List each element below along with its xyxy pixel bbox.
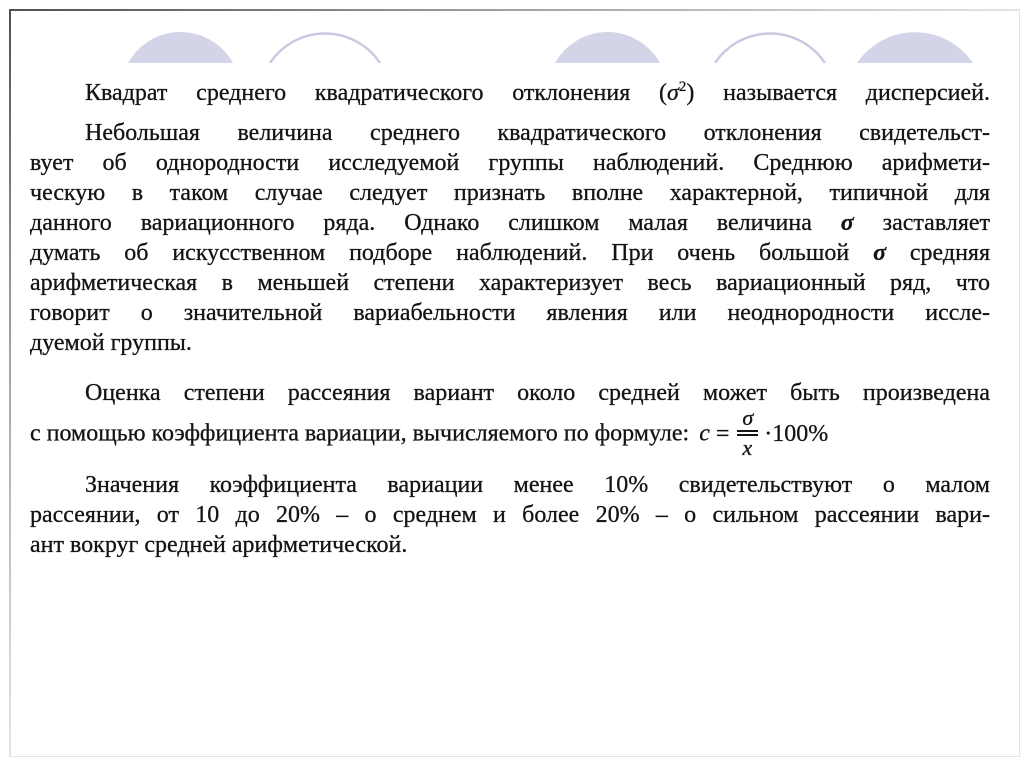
- arc-decoration-filled: [128, 32, 233, 63]
- text-line: [30, 298, 990, 328]
- text-line: [30, 238, 990, 268]
- text-block: [30, 72, 990, 560]
- text-line: [30, 328, 990, 358]
- text-segment: ческую в таком случае следует признать вполне характерной, типичной для: [30, 180, 990, 206]
- arc-decoration-outline: [713, 30, 827, 63]
- sigma-symbol: σ: [667, 80, 679, 106]
- sigma-symbol: σ: [840, 210, 854, 236]
- text-line: [30, 378, 990, 408]
- text-line: [30, 405, 990, 462]
- text-segment: ) называется дисперсией.: [686, 80, 990, 106]
- text-segment: вует об однородности исследуемой группы наблюдений. Среднюю арифмети-: [30, 150, 990, 176]
- formula-value: ·100%: [764, 420, 829, 447]
- slide-border-left: [9, 9, 11, 756]
- paragraph: [30, 378, 990, 462]
- text-segment: говорит о значительной вариабельности явления или неоднородности иссле-: [30, 300, 990, 326]
- text-segment: заставляет: [853, 210, 991, 236]
- text-line: [30, 268, 990, 298]
- formula-denominator-xbar: x: [737, 434, 758, 460]
- text-segment: Значения коэффициента вариации менее 10% свидетельствуют о малом: [85, 472, 990, 498]
- text-segment: рассеянии, от 10 до 20% – о среднем и более 20% – о сильном рассеянии вари-: [30, 502, 990, 528]
- formula-equals: =: [715, 420, 730, 447]
- text-segment: Небольшая величина среднего квадратического отклонения свидетельст-: [85, 120, 990, 146]
- formula-numerator-sigma: σ: [737, 406, 758, 432]
- arc-decoration-filled: [555, 32, 660, 63]
- decorative-arc-band: [0, 0, 1024, 70]
- text-segment: арифметическая в меньшей степени характеризует весь вариационный ряд, что: [30, 270, 990, 296]
- paragraph: [30, 72, 990, 108]
- slide-border-right: [1019, 9, 1020, 756]
- text-segment: данного вариационного ряда. Однако слишком малая величина: [30, 210, 841, 236]
- sigma-symbol: 2: [678, 79, 687, 95]
- text-line: [30, 208, 990, 238]
- text-segment: Квадрат среднего квадратического отклонения (: [85, 80, 668, 106]
- text-line: [30, 148, 990, 178]
- text-line: [30, 72, 990, 108]
- paragraph: [30, 118, 990, 358]
- text-line: [30, 530, 990, 560]
- text-segment: с помощью коэффициента вариации, вычисляемого по формуле:: [30, 420, 690, 447]
- variation-coefficient-formula: [699, 405, 829, 462]
- text-segment: думать об искусственном подборе наблюдений. При очень большой: [30, 240, 874, 266]
- arc-decoration-filled: [857, 32, 973, 63]
- text-segment: средняя: [886, 240, 990, 266]
- text-segment: дуемой группы.: [30, 330, 192, 356]
- arc-decoration-outline: [268, 30, 382, 63]
- text-line: [30, 500, 990, 530]
- text-segment: Оценка степени рассеяния вариант около средней может быть произведена: [85, 380, 990, 406]
- formula-fraction: [737, 406, 758, 460]
- text-line: [30, 178, 990, 208]
- text-segment: ант вокруг средней арифметической.: [30, 532, 408, 558]
- sigma-symbol: σ: [873, 240, 886, 266]
- paragraph: [30, 470, 990, 560]
- text-line: [30, 118, 990, 148]
- slide-border-bottom: [9, 756, 1020, 757]
- formula-lhs: c: [699, 420, 710, 447]
- text-line: [30, 470, 990, 500]
